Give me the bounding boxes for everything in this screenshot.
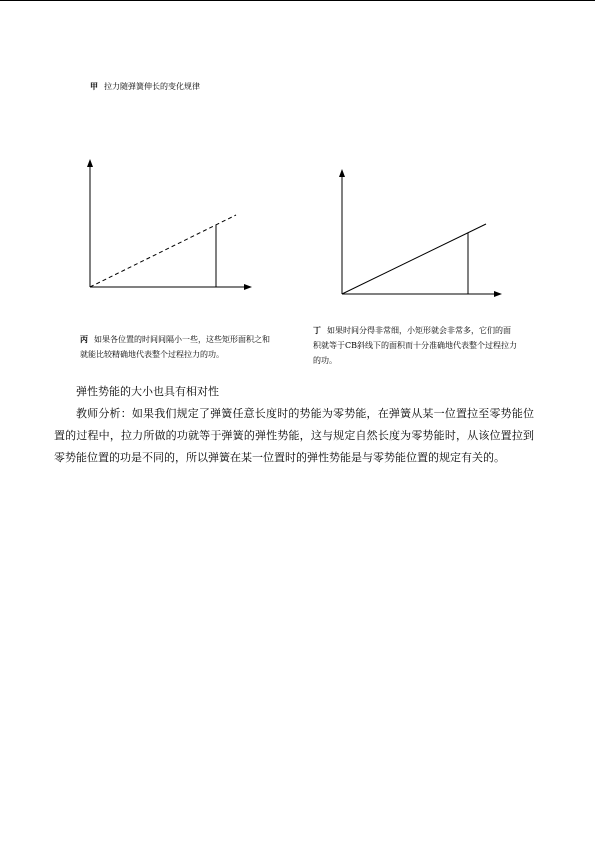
section-heading: 弹性势能的大小也具有相对性 — [76, 385, 219, 398]
figure-jia-caption — [90, 79, 330, 94]
figure-bing-caption — [80, 332, 270, 362]
figure-ding-tag: 丁 — [313, 325, 321, 335]
figure-ding-graph — [330, 165, 510, 305]
figure-bing-graph — [80, 155, 260, 295]
figure-ding-caption — [313, 323, 518, 368]
y-axis-arrow — [87, 159, 93, 167]
figure-jia-text: 拉力随弹簧伸长的变化规律 — [104, 82, 200, 91]
figure-bing-tag: 丙 — [80, 334, 88, 344]
figure-jia-tag: 甲 — [90, 81, 98, 91]
x-axis-arrow — [244, 284, 252, 290]
cb-slope-line — [342, 224, 486, 294]
y-axis-arrow — [339, 169, 345, 177]
teacher-analysis-paragraph: 教师分析：如果我们规定了弹簧任意长度时的势能为零势能，在弹簧从某一位置拉至零势能位置的过程中，拉力所做的功就等于弹簧的弹性势能，这与规定自然长度为零势能时，从该位置拉到零势能位置的功是不同的，所以弹簧在某一位置时的弹性势能是与零势能位置的规定有关的。 — [54, 407, 534, 464]
figure-ding-text: 如果时间分得非常细，小矩形就会非常多，它们的面积就等于CB斜线下的面积而十分准确地代表整个过程拉力的功。 — [313, 326, 517, 365]
figure-bing-text: 如果各位置的时间间隔小一些，这些矩形面积之和就能比较精确地代表整个过程拉力的功。 — [80, 335, 270, 359]
x-axis-arrow — [494, 291, 502, 297]
dashed-force-line — [90, 215, 236, 287]
page-top-rule — [0, 0, 595, 1]
